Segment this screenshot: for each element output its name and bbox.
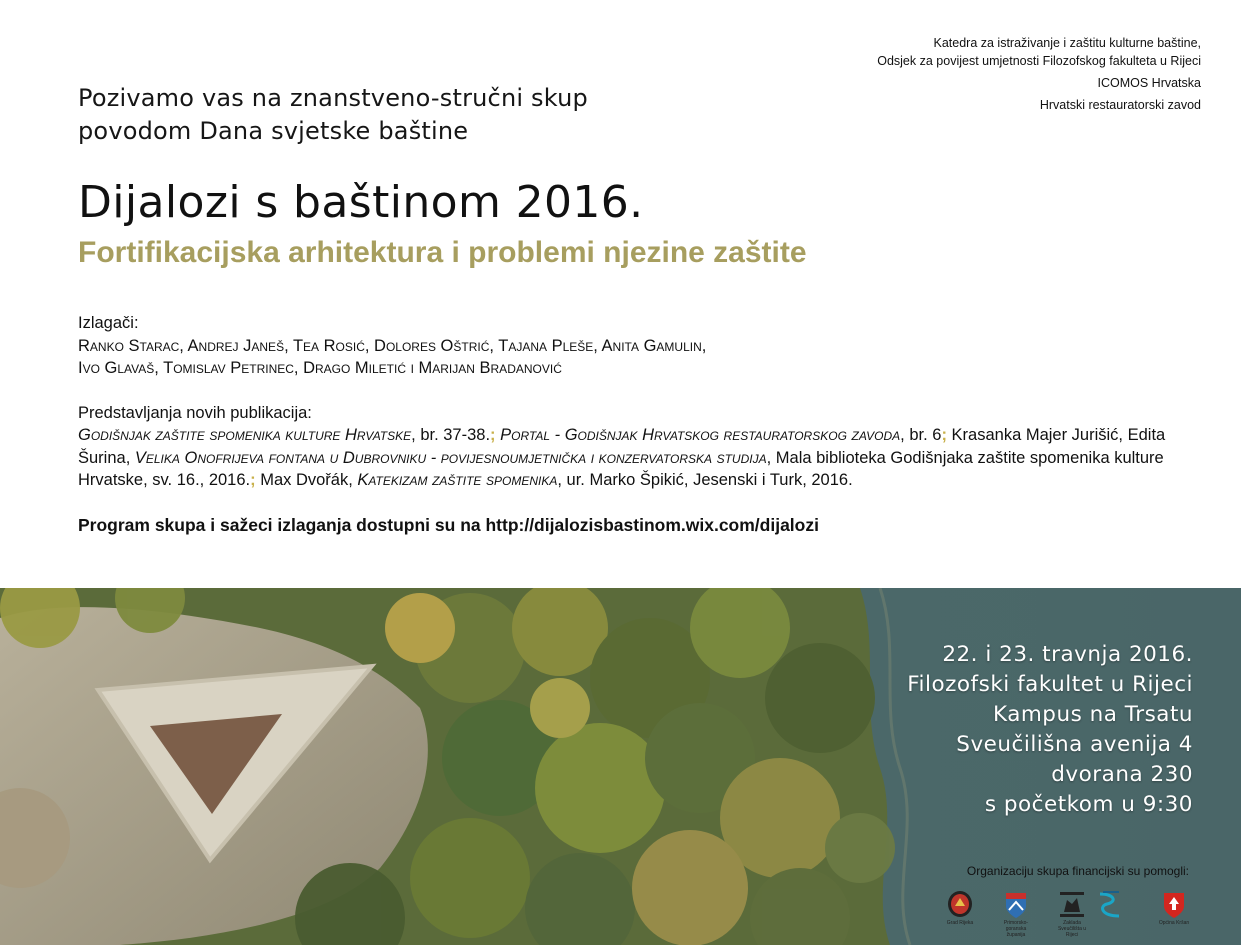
sponsor-caption: Grad Rijeka bbox=[946, 920, 974, 926]
invitation-line-2: povodom Dana svjetske baštine bbox=[78, 117, 469, 145]
publication-title: Portal - Godišnjak Hrvatskog restauratorskog zavoda bbox=[500, 426, 901, 444]
event-room: dvorana 230 bbox=[1051, 762, 1193, 787]
publication-details: , Mala biblioteka Godišnjaka zaštite spomenika kulture Hrvatske, sv. 16., 2016. bbox=[78, 448, 1164, 489]
sponsor-logo bbox=[1000, 890, 1032, 938]
program-link-line[interactable]: Program skupa i sažeci izlaganja dostupni su na http://dijalozisbastinom.wix.com/dijalozi bbox=[78, 514, 819, 535]
sponsors-label: Organizaciju skupa financijski su pomogli: bbox=[966, 864, 1189, 878]
sponsor-logo bbox=[1158, 890, 1190, 932]
city-crest-icon bbox=[947, 890, 973, 920]
event-address: Sveučilišna avenija 4 bbox=[956, 732, 1193, 757]
sponsor-caption: Primorsko-goranska županija bbox=[1003, 920, 1029, 938]
speakers-section bbox=[78, 312, 1168, 380]
foundation-logo-icon bbox=[1057, 890, 1087, 920]
event-date: 22. i 23. travnja 2016. bbox=[942, 642, 1193, 667]
publication-details: , br. 6 bbox=[900, 426, 942, 444]
municipality-crest-icon bbox=[1161, 890, 1187, 920]
county-crest-icon bbox=[1003, 890, 1029, 920]
publications-list bbox=[78, 424, 1168, 492]
publication-details: , ur. Marko Špikić, Jesenski i Turk, 2016. bbox=[557, 471, 853, 489]
sponsor-caption: Zaklada Sveučilišta u Rijeci bbox=[1057, 920, 1087, 938]
separator: ; bbox=[941, 426, 947, 444]
publication-authors: Max Dvořák, bbox=[255, 471, 358, 489]
publications-heading: Predstavljanja novih publikacija: bbox=[78, 403, 312, 422]
sponsor-logos bbox=[944, 890, 1194, 936]
ribbon-logo-icon bbox=[1095, 890, 1125, 922]
event-campus: Kampus na Trsatu bbox=[992, 702, 1193, 727]
publication-title: Katekizam zaštite spomenika bbox=[357, 471, 558, 489]
organizer-line: ICOMOS Hrvatska bbox=[1097, 76, 1201, 90]
sponsor-logo bbox=[944, 890, 976, 932]
invitation-text bbox=[78, 82, 588, 148]
publication-title: Velika Onofrijeva fontana u Dubrovniku - povijesnoumjetnička i konzervatorska studija bbox=[134, 448, 767, 467]
speakers-line-2: Ivo Glavaš, Tomislav Petrinec, Drago Miletić i Marijan Bradanović bbox=[78, 359, 562, 377]
sponsor-logo bbox=[1094, 890, 1126, 932]
invitation-line-1: Pozivamo vas na znanstveno-stručni skup bbox=[78, 84, 588, 112]
publication-title: Godišnjak zaštite spomenika kulture Hrvatske bbox=[78, 426, 412, 444]
event-venue: Filozofski fakultet u Rijeci bbox=[907, 672, 1193, 697]
speakers-line-1: Ranko Starac, Andrej Janeš, Tea Rosić, Dolores Oštrić, Tajana Pleše, Anita Gamulin, bbox=[78, 336, 707, 355]
event-subtitle: Fortifikacijska arhitektura i problemi njezine zaštite bbox=[78, 236, 807, 269]
event-time: s početkom u 9:30 bbox=[984, 792, 1193, 817]
organizers-block bbox=[877, 34, 1201, 114]
event-title: Dijalozi s baštinom 2016. bbox=[78, 177, 644, 228]
publications-section bbox=[78, 402, 1168, 492]
organizer-line: Odsjek za povijest umjetnosti Filozofskog fakulteta u Rijeci bbox=[877, 54, 1201, 68]
sponsor-logo bbox=[1056, 890, 1088, 938]
content-body bbox=[78, 312, 1168, 536]
separator: ; bbox=[490, 426, 496, 444]
organizer-line: Katedra za istraživanje i zaštitu kulturne baštine, bbox=[933, 36, 1201, 50]
separator: ; bbox=[250, 471, 256, 489]
publication-details: , br. 37-38. bbox=[411, 426, 491, 444]
organizer-line: Hrvatski restauratorski zavod bbox=[1039, 98, 1201, 112]
sponsor-caption: Općina Kršan bbox=[1158, 920, 1190, 926]
speakers-heading: Izlagači: bbox=[78, 314, 139, 332]
publication-authors: Krasanka Majer Jurišić, Edita Šurina, bbox=[78, 426, 1166, 467]
event-details bbox=[907, 640, 1193, 820]
